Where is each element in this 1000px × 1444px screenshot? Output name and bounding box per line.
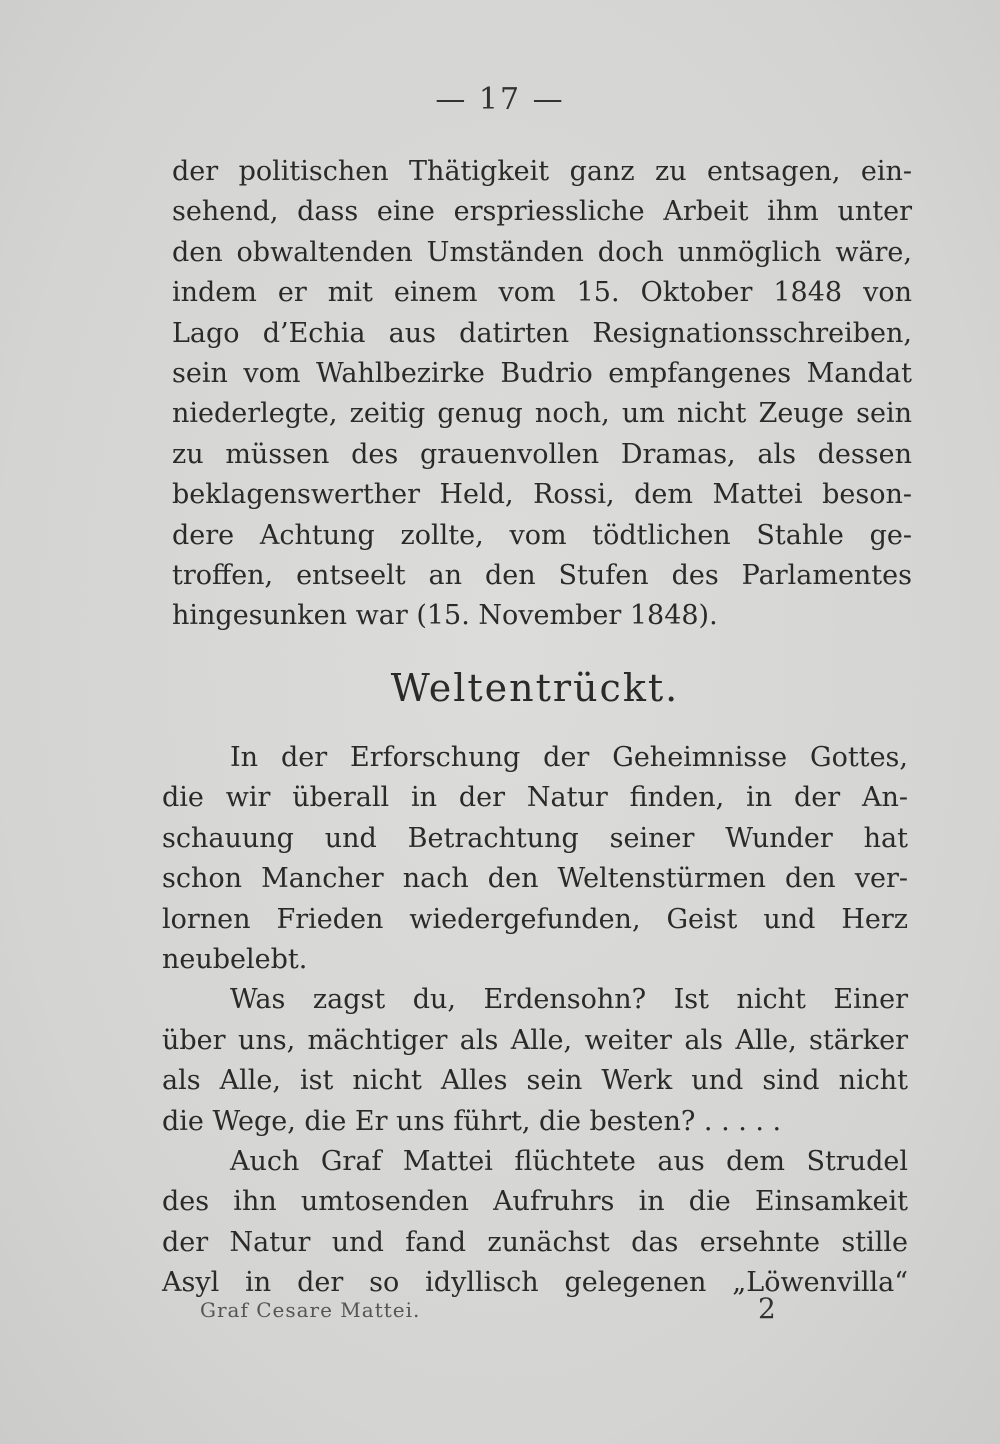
- text-line: als Alle, ist nicht Alles sein Werk und sind nicht: [162, 1065, 908, 1097]
- text-line: über uns, mächtiger als Alle, weiter als Alle, stärker: [162, 1024, 908, 1056]
- text-line: Auch Graf Mattei flüchtete aus dem Strudel: [230, 1145, 908, 1177]
- text-line: hingesunken war (15. November 1848).: [172, 600, 718, 632]
- text-line: Lago d’Echia aus datirten Resignationsschreiben,: [172, 317, 912, 349]
- text-line: lornen Frieden wiedergefunden, Geist und Herz: [162, 903, 908, 935]
- text-line: Was zagst du, Erdensohn? Ist nicht Einer: [230, 984, 908, 1016]
- text-line: neubelebt.: [162, 943, 308, 975]
- section-heading: Weltentrückt.: [390, 666, 680, 710]
- text-line: In der Erforschung der Geheimnisse Gottes,: [230, 742, 908, 773]
- signature-mark: Graf Cesare Mattei.: [200, 1298, 421, 1322]
- text-line: niederlegte, zeitig genug noch, um nicht Zeuge sein: [172, 398, 912, 430]
- page-number: — 17 —: [435, 82, 565, 117]
- text-line: schon Mancher nach den Weltenstürmen den ver-: [162, 863, 908, 895]
- text-line: die Wege, die Er uns führt, die besten? . . . . .: [162, 1105, 782, 1137]
- paragraph-continuation: [172, 152, 912, 637]
- section-body: [162, 738, 908, 1303]
- text-line: beklagenswerther Held, Rossi, dem Mattei beson-: [172, 479, 912, 511]
- text-line: indem er mit einem vom 15. Oktober 1848 von: [172, 277, 912, 309]
- text-line: Asyl in der so idyllisch gelegenen „Löwenvilla“: [162, 1267, 908, 1299]
- text-line: dere Achtung zollte, vom tödtlichen Stahle ge-: [172, 519, 912, 551]
- text-line: schauung und Betrachtung seiner Wunder hat: [162, 822, 908, 854]
- text-line: den obwaltenden Umständen doch unmöglich wäre,: [172, 236, 912, 268]
- text-line: sehend, dass eine erspriessliche Arbeit ihm unter: [172, 196, 912, 228]
- text-line: sein vom Wahlbezirke Budrio empfangenes Mandat: [172, 357, 912, 389]
- text-line: des ihn umtosenden Aufruhrs in die Einsamkeit: [162, 1186, 908, 1218]
- text-line: zu müssen des grauenvollen Dramas, als dessen: [172, 438, 912, 470]
- text-line: troffen, entseelt an den Stufen des Parlamentes: [172, 559, 912, 591]
- sheet-number: 2: [758, 1292, 776, 1325]
- text-line: der politischen Thätigkeit ganz zu entsagen, ein-: [172, 156, 912, 187]
- text-line: der Natur und fand zunächst das ersehnte stille: [162, 1226, 908, 1258]
- text-line: die wir überall in der Natur finden, in der An-: [162, 782, 908, 814]
